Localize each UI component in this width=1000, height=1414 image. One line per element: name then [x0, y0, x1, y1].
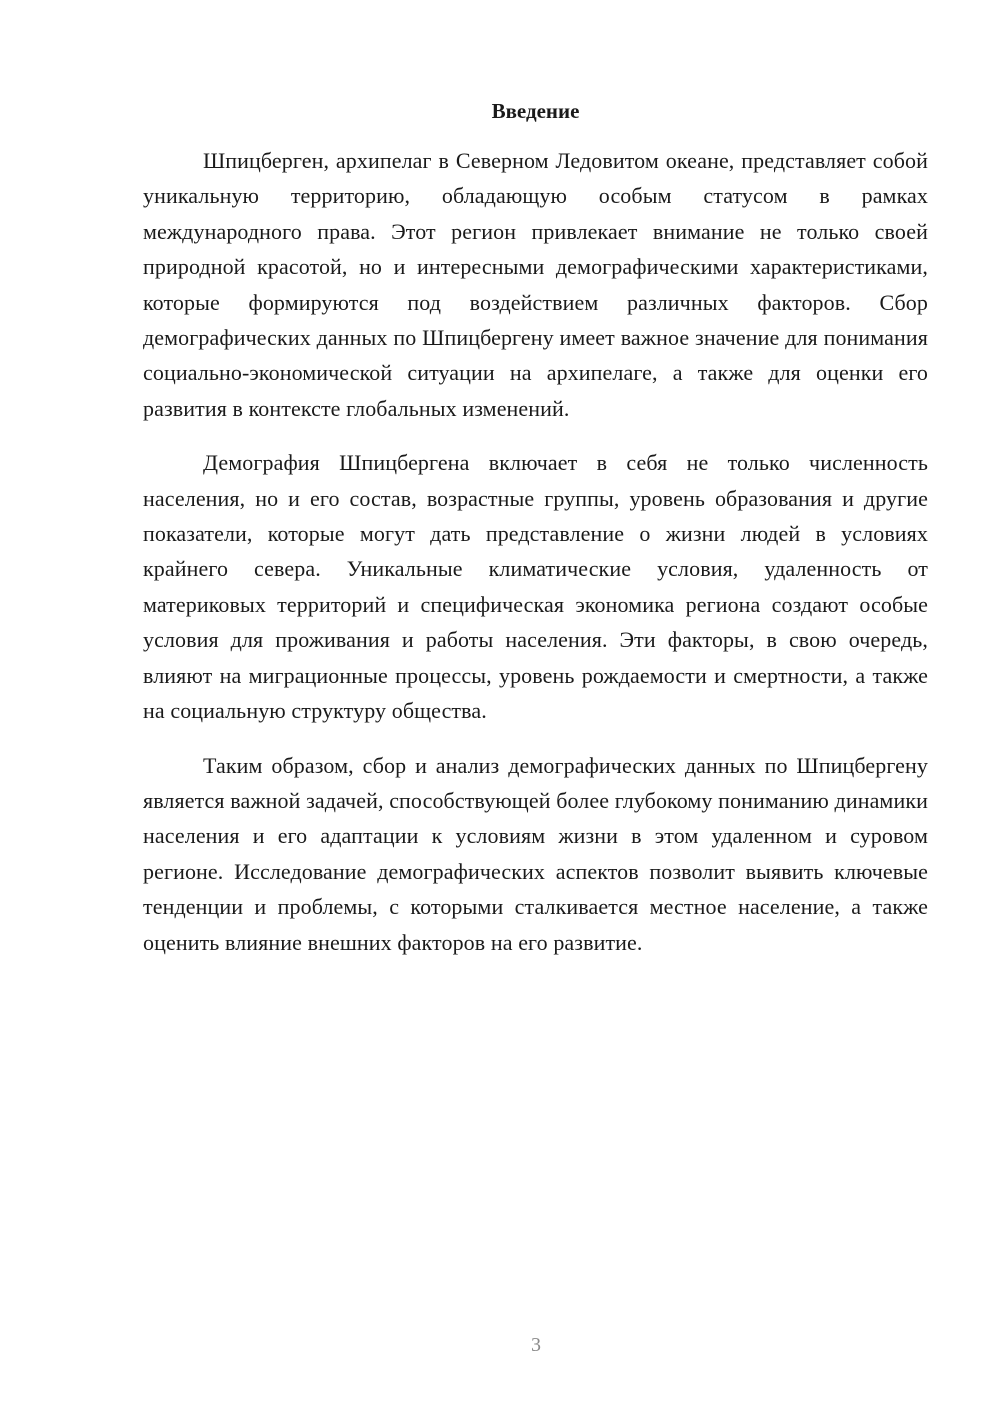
paragraph-2: Демография Шпицбергена включает в себя не только численность населения, но и его состав, возрастные группы, уровень образования и другие показатели, которые могут дать представление о жизни людей в условиях крайнего севера. Уникальные климатические условия, удаленность от материковых территорий и специфическая экономика региона создают особые условия для проживания и работы населения. Эти факторы, в свою очередь, влияют на миграционные процессы, уровень рождаемости и смертности, а также на социальную структуру общества. [143, 450, 928, 724]
section-title: Введение [491, 99, 580, 123]
document-page [143, 94, 928, 979]
page-number: 3 [531, 1334, 541, 1356]
paragraph-3: Таким образом, сбор и анализ демографических данных по Шпицбергену является важной задачей, способствующей более глубокому пониманию динамики населения и его адаптации к условиям жизни в этом удаленном и суровом регионе. Исследование демографических аспектов позволит выявить ключевые тенденции и проблемы, с которыми сталкивается местное население, а также оценить влияние внешних факторов на его развитие. [143, 752, 928, 955]
paragraph-1: Шпицберген, архипелаг в Северном Ледовитом океане, представляет собой уникальную территорию, обладающую особым статусом в рамках международного права. Этот регион привлекает внимание не только своей природной красотой, но и интересными демографическими характеристиками, которые формируются под воздействием различных факторов. Сбор демографических данных по Шпицбергену имеет важное значение для понимания социально-экономической ситуации на архипелаге, а также для оценки его развития в контексте глобальных изменений. [143, 148, 928, 421]
